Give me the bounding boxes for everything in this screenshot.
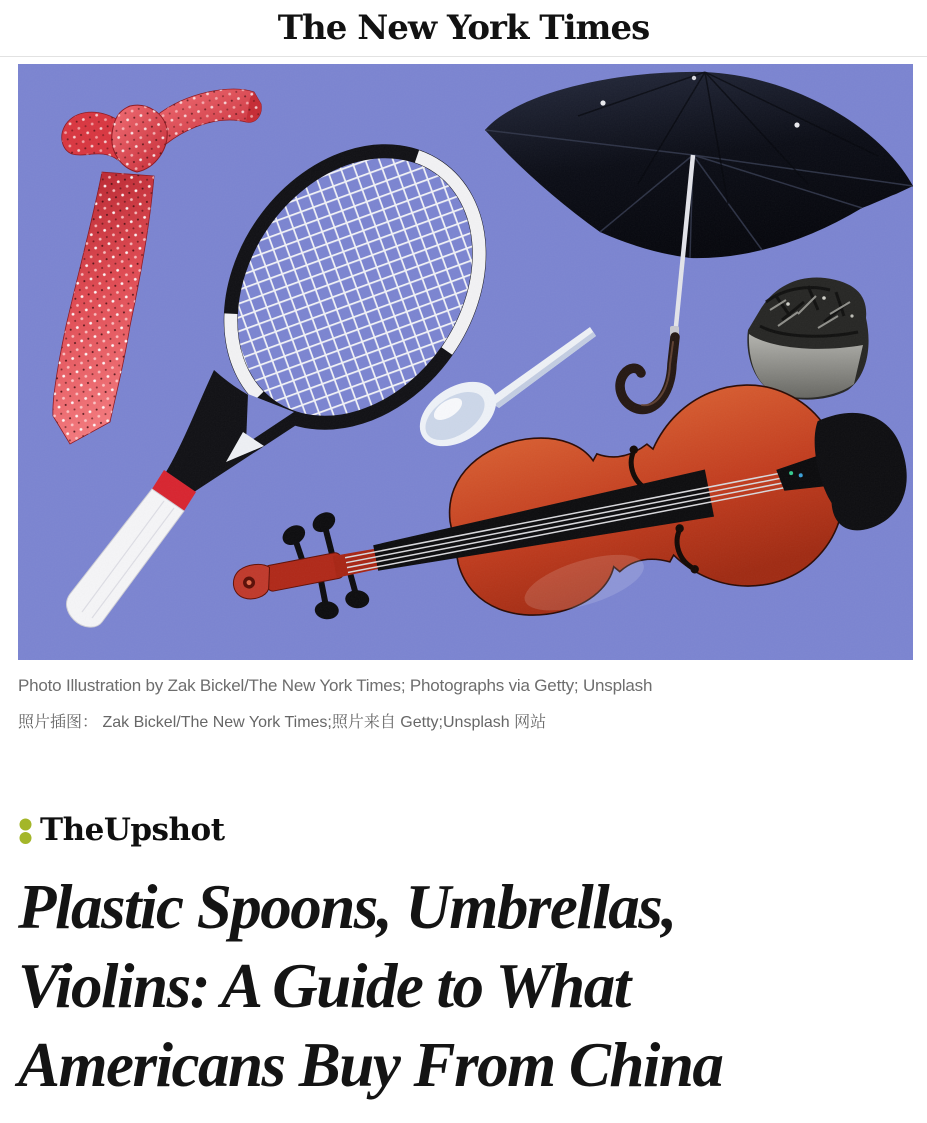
photo-credit-english: Photo Illustration by Zak Bickel/The New York Times; Photographs via Getty; Unsplash <box>18 676 653 695</box>
photo-caption <box>18 676 898 732</box>
article-headline <box>18 868 913 1105</box>
upshot-wordmark[interactable]: TheUpshot <box>40 812 225 848</box>
masthead <box>0 0 927 57</box>
grain-overlay <box>18 64 913 660</box>
nyt-logo[interactable]: The New York Times <box>277 8 650 48</box>
hero-illustration <box>18 64 913 660</box>
headline-line-2: Violins: A Guide to What <box>18 951 630 1021</box>
headline-line-3: Americans Buy From China <box>18 1030 723 1100</box>
section-brand[interactable] <box>19 812 225 848</box>
photo-credit-chinese: 照片插图： Zak Bickel/The New York Times;照片来自 Getty;Unsplash 网站 <box>18 714 547 731</box>
upshot-dots-icon <box>19 818 32 845</box>
headline-line-1: Plastic Spoons, Umbrellas, <box>18 872 676 942</box>
